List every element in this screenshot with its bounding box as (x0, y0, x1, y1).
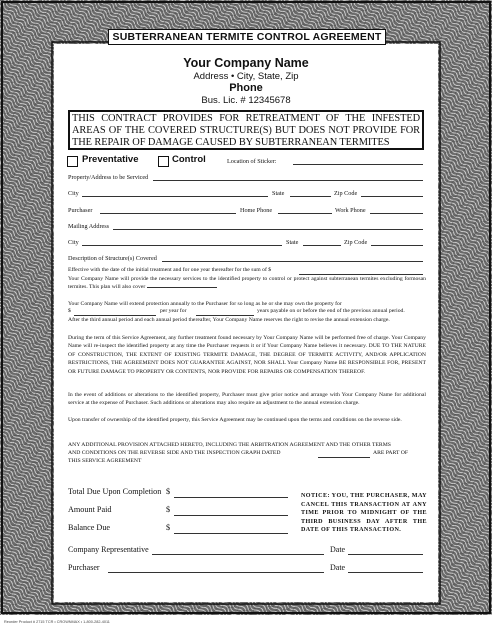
per-year-label: per year for (160, 308, 187, 314)
extension-dollar-sign: $ (68, 308, 71, 314)
coverage-text: Your Company Name will provide the necessary services to the identified property to control or protect against subterranean termites excluding formosan termites. This plan will also cover (68, 276, 426, 291)
company-rep-date-field[interactable] (348, 554, 423, 555)
property-address-label: Property/Address to be Serviced (68, 174, 149, 181)
company-rep-signature-field[interactable] (152, 554, 324, 555)
home-phone-field[interactable] (278, 213, 332, 214)
property-address-field[interactable] (153, 180, 423, 181)
company-rep-label: Company Representative (68, 545, 149, 554)
control-label: Control (172, 154, 206, 165)
reorder-footer: Reorder Product # 2715 TCR • CROWNMAX • 1-800-282-4011 (4, 620, 110, 624)
city-label: City (68, 190, 79, 197)
annual-extension-text: Your Company Name will extend protection annually to the Purchaser for so long as he or she may own the property for (68, 301, 342, 307)
mailing-city-label: City (68, 239, 79, 246)
location-of-sticker-field[interactable] (293, 164, 423, 165)
mailing-state-field[interactable] (303, 245, 341, 246)
agreement-title: SUBTERRANEAN TERMITE CONTROL AGREEMENT (108, 29, 386, 45)
additional-provisions-text: ANY ADDITIONAL PROVISION ATTACHED HERETO, INCLUDING THE ARBITRATION AGREEMENT AND THE OTHER TERMS (68, 442, 391, 448)
this-service-agreement-text: THIS SERVICE AGREEMENT (68, 458, 142, 464)
mailing-city-field[interactable] (82, 245, 282, 246)
revise-charge-text: After the third annual period and each annual period thereafter, Your Company Name reserves the right to revise the annual extension charge. (68, 317, 390, 323)
inspection-graph-text: AND CONDITIONS ON THE REVERSE SIDE AND THE INSPECTION GRAPH DATED (68, 450, 281, 456)
further-treatment-text: During the term of this Service Agreement, any further treatment found necessary by Your Company Name will be performed free of charge. Your Company Name will re-inspect the identified property at any time the Purchaser requests it or if Your Company Name believes it necessary. DUE TO THE NATURE OF CONSTRUCTION, THE EXTENT OF EXISTING TERMITE DAMAGE, THE DEGREE OF TERMITE ACTIVITY, AND/OR APPLICATION RESTRICTIONS, THE AGREEMENT DOES NOT GUARANTEE AGAINST, NOR SHALL Your Company Name BE RESPONSIBLE FOR, PRESENT OR FUTURE DAMAGE TO PROPERTY OR CONTENTS, NOR PROVIDE FOR REPAIRS OR COMPENSATION THEREOF. (68, 335, 426, 375)
license-number: Bus. Lic. # 12345678 (201, 95, 291, 106)
mailing-state-label: State (286, 239, 299, 246)
purchaser-signature-label: Purchaser (68, 563, 100, 572)
total-due-field[interactable] (174, 497, 288, 498)
purchaser-field[interactable] (100, 213, 236, 214)
cancellation-notice: NOTICE: YOU, THE PURCHASER, MAY CANCEL THIS TRANSACTION AT ANY TIME PRIOR TO MIDNIGHT OF THE THIRD BUSINESS DAY AFTER THE DATE OF THIS TRANSACTION. (301, 493, 427, 533)
mailing-zip-label: Zip Code (344, 239, 368, 246)
control-checkbox[interactable] (158, 156, 169, 167)
company-address: Address • City, State, Zip (193, 71, 299, 82)
company-phone: Phone (229, 82, 263, 94)
company-name: Your Company Name (183, 56, 309, 70)
amount-paid-dollar: $ (166, 505, 171, 514)
structure-description-label: Description of Structure(s) Covered (68, 255, 157, 262)
company-rep-date-label: Date (330, 545, 346, 554)
state-field[interactable] (290, 196, 331, 197)
preventative-label: Preventative (82, 154, 139, 165)
state-label: State (272, 190, 285, 197)
retreatment-notice-box: THIS CONTRACT PROVIDES FOR RETREATMENT OF THE INFESTED AREAS OF THE COVERED STRUCTURE(S) BUT DOES NOT PROVIDE FOR THE REPAIR OF DAMAGE CAUSED BY SUBTERRANEAN TERMITES (68, 110, 424, 150)
work-phone-label: Work Phone (335, 207, 366, 214)
zip-code-field[interactable] (361, 196, 423, 197)
total-due-dollar: $ (166, 487, 171, 496)
structure-description-field[interactable] (162, 261, 423, 262)
location-of-sticker-label: Location of Sticker: (227, 158, 277, 165)
inspection-graph-date-field[interactable] (318, 457, 370, 458)
amount-paid-label: Amount Paid (68, 505, 112, 514)
home-phone-label: Home Phone (240, 207, 273, 214)
purchaser-date-label: Date (330, 563, 346, 572)
mailing-address-label: Mailing Address (68, 223, 110, 230)
transfer-ownership-text: Upon transfer of ownership of the identified property, this Service Agreement may be continued upon the terms and conditions on the reverse side. (68, 417, 402, 423)
balance-due-dollar: $ (166, 523, 171, 532)
purchaser-date-field[interactable] (348, 572, 423, 573)
total-due-label: Total Due Upon Completion (68, 487, 162, 496)
purchaser-signature-field[interactable] (108, 572, 324, 573)
zip-code-label: Zip Code (334, 190, 358, 197)
preventative-checkbox[interactable] (67, 156, 78, 167)
payable-terms-text: years payable on or before the end of the previous annual period. (257, 308, 405, 314)
mailing-address-field[interactable] (113, 229, 423, 230)
additions-alterations-text: In the event of additions or alterations to the identified property, Purchaser must give prior notice and arrange with Your Company Name for additional service at the expense of Purchaser. Such additions or alterations may also require an adjustment to the annual extension charge. (68, 392, 426, 407)
balance-due-label: Balance Due (68, 523, 111, 532)
are-part-of-text: ARE PART OF (373, 450, 409, 456)
initial-term-text: Effective with the date of the initial treatment and for one year thereafter for the sum of $ (68, 267, 272, 273)
amount-paid-field[interactable] (174, 515, 288, 516)
balance-due-field[interactable] (174, 533, 288, 534)
work-phone-field[interactable] (370, 213, 423, 214)
mailing-zip-field[interactable] (371, 245, 423, 246)
purchaser-label: Purchaser (68, 207, 93, 214)
city-field[interactable] (82, 196, 268, 197)
